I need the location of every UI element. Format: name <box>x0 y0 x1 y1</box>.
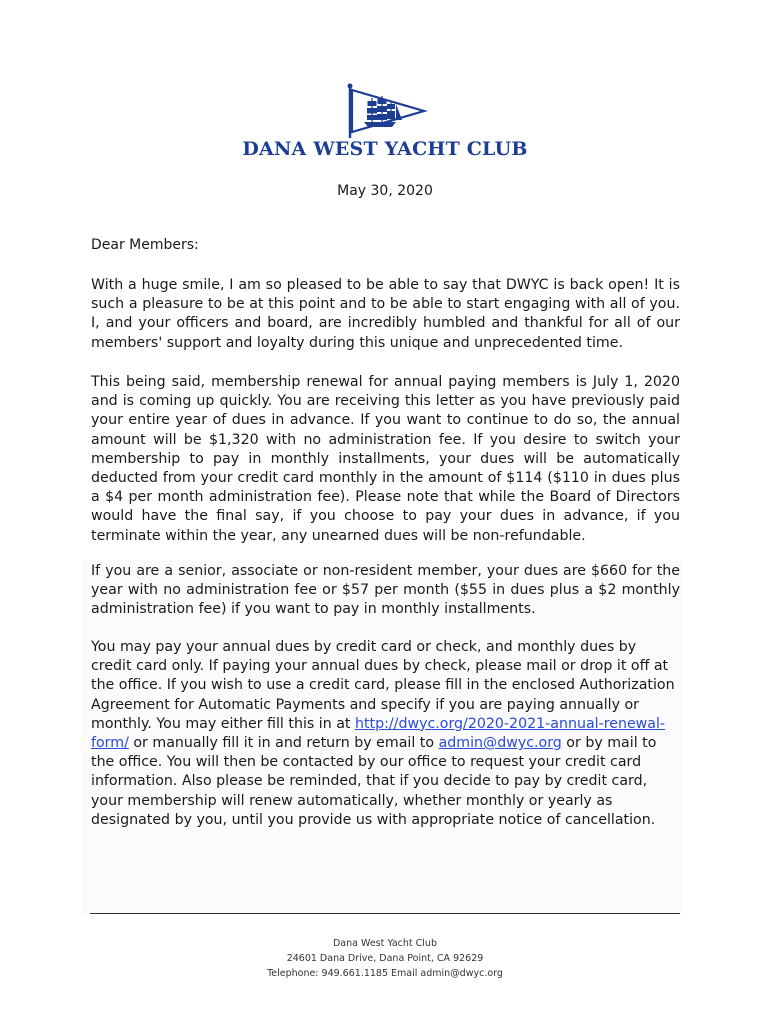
paragraph-senior-dues: If you are a senior, associate or non-resident member, your dues are $660 for the year with no administration fee or $57 per month ($55 in dues plus a $2 monthly administration fee) if you want to pay in monthly installments. <box>91 563 680 618</box>
club-burgee-logo-icon <box>338 82 428 140</box>
footer-divider <box>90 913 680 914</box>
footer <box>0 936 770 981</box>
footer-contact: Telephone: 949.661.1185 Email admin@dwyc.org <box>267 968 503 979</box>
paragraph-payment-methods <box>91 638 680 830</box>
footer-club-name: Dana West Yacht Club <box>332 938 437 949</box>
club-name: DANA WEST YACHT CLUB <box>242 138 528 160</box>
payment-text-part1: You may pay your annual dues by credit card or check, and monthly dues by credit card only. If paying your annual dues by check, please mail or drop it off at the office. If you wish to use a credit card, please fill in the enclosed Authorization Agreement for Automatic Payments and specify if you are paying annually or monthly. You may either fill this in at <box>91 639 675 732</box>
footer-address: 24601 Dana Drive, Dana Point, CA 92629 <box>286 953 484 964</box>
letter-date: May 30, 2020 <box>337 183 433 199</box>
renewal-form-link[interactable]: http://dwyc.org/2020-2021-annual-renewal-form/ <box>91 715 666 752</box>
payment-text-part3: or by mail to the office. You will then be contacted by our office to request your credit card information. Also please be reminded, that if you decide to pay by credit card, your membership will renew automatically, whether monthly or yearly as designated by you, until you provide us with appropriate notice of cancellation. <box>91 735 657 828</box>
payment-text-part2: or manually fill it in and return by email to <box>128 735 439 752</box>
admin-email-link[interactable]: admin@dwyc.org <box>438 735 562 752</box>
salutation: Dear Members: <box>91 237 199 253</box>
paragraph-renewal-dues: This being said, membership renewal for annual paying members is July 1, 2020 and is coming up quickly. You are receiving this letter as you have previously paid your entire year of dues in advance. If you want to continue to do so, the annual amount will be $1,320 with no administration fee. If you desire to switch your membership to pay in monthly installments, your dues will be automatically deducted from your credit card monthly in the amount of $114 ($110 in dues plus a $4 per month administration fee). Please note that while the Board of Directors would have the final say, if you choose to pay your dues in advance, if you terminate within the year, any unearned dues will be non-refundable. <box>91 374 680 544</box>
paragraph-reopening: With a huge smile, I am so pleased to be able to say that DWYC is back open! It is such a pleasure to be at this point and to be able to start engaging with all of you. I, and your officers and board, are incredibly humbled and thankful for all of our members' support and loyalty during this unique and unprecedented time. <box>91 277 680 351</box>
